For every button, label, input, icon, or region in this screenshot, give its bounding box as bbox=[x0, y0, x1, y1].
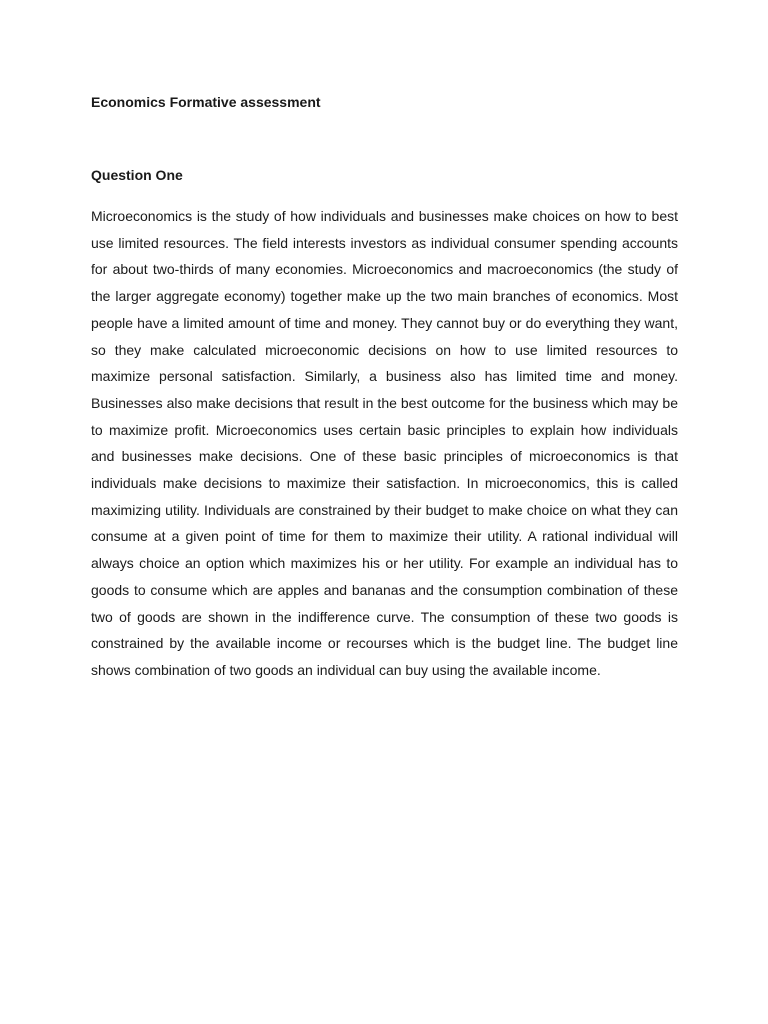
answer-paragraph: Microeconomics is the study of how individuals and businesses make choices on how to best use limited resources. The field interests investors as individual consumer spending accounts for about two-thirds of many economies. Microeconomics and macroeconomics (the study of the larger aggregate economy) together make up the two main branches of economics. Most people have a limited amount of time and money. They cannot buy or do everything they want, so they make calculated microeconomic decisions on how to use limited resources to maximize personal satisfaction. Similarly, a business also has limited time and money. Businesses also make decisions that result in the best outcome for the business which may be to maximize profit. Microeconomics uses certain basic principles to explain how individuals and businesses make decisions. One of these basic principles of microeconomics is that individuals make decisions to maximize their satisfaction. In microeconomics, this is called maximizing utility. Individuals are constrained by their budget to make choice on what they can consume at a given point of time for them to maximize their utility. A rational individual will always choice an option which maximizes his or her utility. For example an individual has to goods to consume which are apples and bananas and the consumption combination of these two of goods are shown in the indifference curve. The consumption of these two goods is constrained by the available income or recourses which is the budget line. The budget line shows combination of two goods an individual can buy using the available income. bbox=[91, 208, 678, 678]
question-heading: Question One bbox=[91, 167, 183, 183]
document-title: Economics Formative assessment bbox=[91, 94, 321, 110]
